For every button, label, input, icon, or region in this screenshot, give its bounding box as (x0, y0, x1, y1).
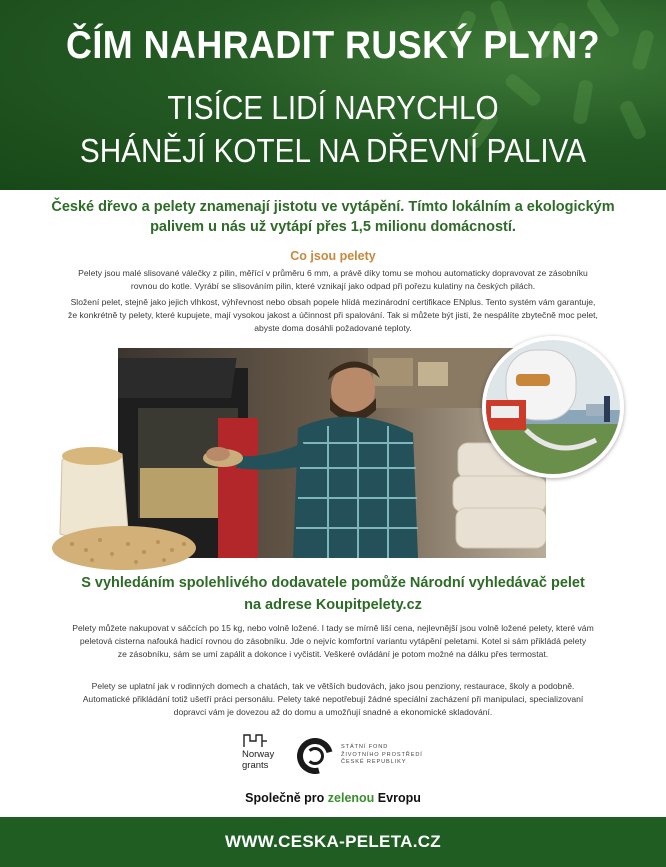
text-line: dopravci vám je dovezou až do domu a umožňují snadné a ekonomické skladování. (173, 706, 493, 717)
lead-line-2: palivem u nás už vytápí přes 1,5 milionu domácností. (150, 219, 516, 235)
search-title-line-2: na adrese Koupitpelety.cz (244, 597, 422, 613)
lead-line-1: České dřevo a pelety znamenají jistotu ve vytápění. Tímto lokálním a ekologickým (51, 199, 615, 215)
slogan-after: Evropu (374, 791, 421, 805)
text-line: Pelety můžete nakupovat v sáčcích po 15 kg, nebo volně ložené. I tady se mírně liší cena, nejlevnější jsou volně ložené pelety, které vám (72, 623, 594, 633)
subheadline-line-1: TISÍCE LIDÍ NARYCHLO (167, 89, 499, 126)
grants-text: grants (242, 760, 269, 771)
norway-grants-logo (242, 733, 292, 771)
tanker-inset-photo (482, 336, 624, 478)
fund-name (341, 744, 423, 767)
pellet-tanker-image (486, 340, 620, 474)
text-line: abyste doma dosáhli požadované teploty. (254, 322, 412, 333)
section-title-search (30, 572, 636, 616)
fund-line-1: STÁTNÍ FOND (341, 744, 389, 750)
slogan (0, 791, 666, 805)
footer-bar (0, 817, 666, 867)
intro-lead (40, 197, 626, 237)
subheadline (33, 86, 632, 172)
state-environmental-fund-logo (297, 738, 437, 778)
text-line: Pelety jsou malé slisované válečky z pilin, měřící v průměru 6 mm, a právě díky tomu se mohou automaticky dopravovat ze zásobníku (78, 268, 588, 278)
header-banner (0, 0, 666, 190)
section-title-pellets: Co jsou pelety (290, 249, 376, 263)
text-line: Pelety se uplatní jak v rodinných domech a chatách, tak ve větších budovách, jako jsou penziony, restaurace, školy a podobně. (91, 681, 575, 691)
search-paragraph-2 (60, 680, 606, 718)
text-line: Složení pelet, stejně jako jejich vlhkost, výhřevnost nebo obsah popele hlídá mezinárodní certifikace ENplus. Tento systém vám garantuje, (70, 297, 596, 307)
slogan-highlight: zelenou (327, 791, 375, 805)
fund-line-2: ŽIVOTNÍHO PROSTŘEDÍ (341, 751, 423, 758)
fund-line-3: ČESKÉ REPUBLIKY (341, 759, 407, 766)
norway-text: Norway (242, 749, 275, 760)
pellet-sack (52, 440, 202, 570)
text-line: ze zásobníku, sám se umí zapálit a dokonce i vyčistit. Veškeré ovládání je potom možné na dálku přes termostat. (117, 648, 549, 659)
pellet-sack-image (52, 440, 202, 570)
text-line: peletová cisterna nafouká hadicí rovnou do zásobníku. Jde o nejvíc komfortní variantu vytápění peletami. Kotel si sám přikládá pelety (79, 635, 587, 646)
pellets-paragraph-1 (60, 267, 606, 293)
subheadline-line-2: SHÁNĚJÍ KOTEL NA DŘEVNÍ PALIVA (79, 132, 587, 169)
text-line: rovnou do kotle. Vyrábí se slisováním pilin, které vznikají jako odpad při pořezu kulatiny na českých pilách. (130, 280, 536, 291)
fund-inner-ring-icon (306, 747, 324, 765)
text-line: že konkrétně ty pelety, které kupujete, mají vysokou jakost a účinnost při spalování. Tak si můžete být jisti, že nespálíte zbytečně moc pelet, (68, 309, 598, 320)
slogan-before: Společně pro (245, 791, 328, 805)
search-title-line-1: S vyhledáním spolehlivého dodavatele pomůže Národní vyhledávač pelet (81, 575, 585, 591)
text-line: Automatické přikládání totiž ušetří práci personálu. Pelety také nepotřebují žádné speciální zacházení při manipulaci, specializovaní (82, 693, 584, 704)
headline: ČÍM NAHRADIT RUSKÝ PLYN? (65, 24, 600, 67)
footer-url-link[interactable]: WWW.CESKA-PELETA.CZ (225, 832, 441, 851)
pellets-paragraph-2 (60, 296, 606, 334)
partner-logos (242, 733, 442, 783)
search-paragraph-1 (60, 622, 606, 660)
norway-grants-mark-icon (242, 733, 268, 749)
